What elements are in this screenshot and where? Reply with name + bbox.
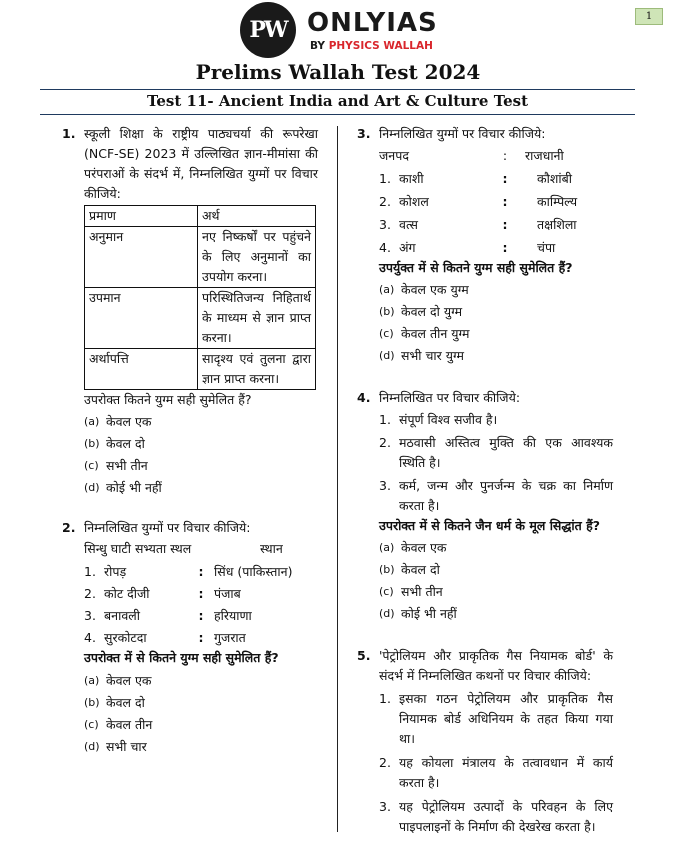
table-cell: परिस्थितिजन्य निहितार्थ के माध्यम से ज्ञान प्राप्त करना। bbox=[198, 288, 316, 349]
statement-text: यह कोयला मंत्रालय के तत्वावधान में कार्य करता है। bbox=[399, 755, 613, 790]
brand-subtitle bbox=[310, 40, 433, 52]
pair-row bbox=[379, 238, 613, 258]
answer-option[interactable] bbox=[379, 324, 613, 344]
table-row bbox=[85, 349, 316, 390]
pair-colon: : bbox=[198, 586, 204, 601]
title-divider bbox=[40, 89, 635, 90]
statement-text: यह पेट्रोलियम उत्पादों के परिवहन के लिए पाइपलाइनों के निर्माण की देखरेख करता है। bbox=[399, 799, 613, 834]
pairs-header-colon: : bbox=[502, 148, 508, 163]
question-prompt: उपरोक्त में से कितने युग्म सही सुमेलित हैं? bbox=[84, 650, 279, 665]
table-cell: अनुमान bbox=[85, 227, 198, 288]
question-number: 4. bbox=[357, 390, 371, 405]
pair-right: तक्षशिला bbox=[537, 217, 577, 232]
statement-number: 2. bbox=[379, 755, 391, 770]
pairs-header-site: सिन्धु घाटी सभ्यता स्थल bbox=[84, 541, 192, 556]
statement-text: कर्म, जन्म और पुनर्जन्म के चक्र का निर्माण करता है। bbox=[399, 478, 613, 513]
question-text: 'पेट्रोलियम और प्राकृतिक गैस नियामक बोर्ड' के संदर्भ में निम्नलिखित कथनों पर विचार कीजिये: bbox=[379, 648, 613, 683]
pair-right: चंपा bbox=[537, 240, 556, 255]
pair-number: 2. bbox=[84, 586, 96, 601]
pair-number: 1. bbox=[84, 564, 96, 579]
pair-number: 3. bbox=[379, 217, 391, 232]
test-title: Prelims Wallah Test 2024 bbox=[195, 60, 481, 84]
option-key: (d) bbox=[84, 740, 100, 753]
answer-option[interactable] bbox=[379, 582, 613, 602]
pair-left: कोट दीजी bbox=[104, 586, 150, 601]
pair-left: वत्स bbox=[399, 217, 418, 232]
option-text: सभी चार युग्म bbox=[401, 348, 464, 363]
pair-colon: : bbox=[502, 194, 508, 209]
subtitle-divider bbox=[40, 114, 635, 115]
pair-left: सुरकोटदा bbox=[104, 630, 147, 645]
table-cell: सादृश्य एवं तुलना द्वारा ज्ञान प्राप्त करना। bbox=[198, 349, 316, 390]
answer-option[interactable] bbox=[84, 478, 318, 498]
option-text: केवल एक bbox=[106, 673, 152, 688]
right-column bbox=[357, 124, 613, 837]
table-cell: नए निष्कर्षों पर पहुंचने के लिए अनुमानों का उपयोग करना। bbox=[198, 227, 316, 288]
pair-row bbox=[84, 562, 318, 582]
statement-number: 3. bbox=[379, 478, 391, 493]
pair-row bbox=[84, 606, 318, 626]
pair-colon: : bbox=[198, 630, 204, 645]
option-key: (b) bbox=[379, 563, 395, 576]
pair-left: बनावली bbox=[104, 608, 140, 623]
statement-row bbox=[379, 476, 613, 516]
pair-left: कोशल bbox=[399, 194, 429, 209]
pair-number: 4. bbox=[379, 240, 391, 255]
answer-option[interactable] bbox=[84, 715, 318, 735]
answer-option[interactable] bbox=[379, 604, 613, 624]
option-text: केवल दो bbox=[106, 436, 145, 451]
option-key: (d) bbox=[379, 349, 395, 362]
answer-option[interactable] bbox=[379, 538, 613, 558]
question-text: स्कूली शिक्षा के राष्ट्रीय पाठ्यचर्या की रूपरेखा (NCF-SE) 2023 में उल्लिखित ज्ञान-मीमांसा की परंपराओं के संदर्भ में, निम्नलिखित युग्मों पर विचार कीजिये: bbox=[84, 126, 318, 201]
answer-option[interactable] bbox=[84, 412, 318, 432]
option-key: (a) bbox=[379, 541, 395, 554]
option-text: केवल दो bbox=[401, 562, 440, 577]
statement-text: इसका गठन पेट्रोलियम और प्राकृतिक गैस नियामक बोर्ड अधिनियम के तहत किया गया था। bbox=[399, 691, 613, 746]
option-text: कोई भी नहीं bbox=[401, 606, 457, 621]
question-prompt: उपर्युक्त में से कितने युग्म सही सुमेलित हैं? bbox=[379, 260, 573, 275]
pair-right: पंजाब bbox=[214, 586, 241, 601]
question-5 bbox=[357, 646, 613, 837]
brand-sub-accent: PHYSICS WALLAH bbox=[328, 40, 433, 52]
statement-row bbox=[379, 433, 613, 473]
option-text: केवल तीन युग्म bbox=[401, 326, 470, 341]
pairs-header bbox=[379, 146, 613, 166]
pair-colon: : bbox=[502, 240, 508, 255]
option-key: (d) bbox=[379, 607, 395, 620]
statement-row bbox=[379, 410, 613, 430]
table-header-row bbox=[85, 206, 316, 227]
option-text: केवल तीन bbox=[106, 717, 153, 732]
pair-row bbox=[379, 192, 613, 212]
pair-left: अंग bbox=[399, 240, 416, 255]
pair-number: 3. bbox=[84, 608, 96, 623]
question-number: 2. bbox=[62, 520, 76, 535]
question-text: निम्नलिखित पर विचार कीजिये: bbox=[379, 390, 521, 405]
option-text: केवल एक bbox=[401, 540, 447, 555]
page-number: 1 bbox=[635, 8, 663, 25]
option-text: केवल दो bbox=[106, 695, 145, 710]
pair-number: 4. bbox=[84, 630, 96, 645]
option-key: (a) bbox=[84, 415, 100, 428]
pairs-header-capital: राजधानी bbox=[525, 148, 564, 163]
option-text: केवल एक युग्म bbox=[401, 282, 469, 297]
left-column bbox=[62, 124, 318, 757]
pair-right: काम्पिल्य bbox=[537, 194, 578, 209]
pair-colon: : bbox=[198, 564, 204, 579]
question-1 bbox=[62, 124, 318, 498]
pair-row bbox=[379, 215, 613, 235]
brand-name: ONLYIAS bbox=[307, 8, 438, 38]
option-text: सभी तीन bbox=[106, 458, 148, 473]
option-key: (a) bbox=[84, 674, 100, 687]
option-key: (c) bbox=[84, 459, 99, 472]
pairs-header-place: स्थान bbox=[260, 541, 283, 556]
statement-row bbox=[379, 689, 613, 749]
question-2 bbox=[62, 518, 318, 757]
column-divider bbox=[337, 126, 338, 832]
pair-right: कौशांबी bbox=[537, 171, 572, 186]
answer-option[interactable] bbox=[379, 280, 613, 300]
option-text: सभी चार bbox=[106, 739, 147, 754]
statement-number: 3. bbox=[379, 799, 391, 814]
statement-number: 2. bbox=[379, 435, 391, 450]
statement-text: संपूर्ण विश्व सजीव है। bbox=[399, 412, 498, 427]
option-key: (c) bbox=[84, 718, 99, 731]
table-cell: अर्थापत्ति bbox=[85, 349, 198, 390]
answer-option[interactable] bbox=[84, 434, 318, 454]
brand-sub-prefix: BY bbox=[310, 40, 326, 52]
pair-row bbox=[84, 584, 318, 604]
option-key: (d) bbox=[84, 481, 100, 494]
option-key: (b) bbox=[84, 696, 100, 709]
pair-left: रोपड़ bbox=[104, 564, 127, 579]
brand-logo bbox=[240, 2, 500, 58]
question-number: 3. bbox=[357, 126, 371, 141]
question-4 bbox=[357, 388, 613, 624]
statement-row bbox=[379, 753, 613, 793]
option-text: कोई भी नहीं bbox=[106, 480, 162, 495]
option-key: (c) bbox=[379, 327, 394, 340]
pair-colon: : bbox=[502, 217, 508, 232]
answer-option[interactable] bbox=[84, 456, 318, 476]
statement-number: 1. bbox=[379, 412, 391, 427]
answer-option[interactable] bbox=[84, 693, 318, 713]
option-text: सभी तीन bbox=[401, 584, 443, 599]
pair-right: गुजरात bbox=[214, 630, 246, 645]
pair-number: 1. bbox=[379, 171, 391, 186]
option-text: केवल दो युग्म bbox=[401, 304, 463, 319]
table-cell: उपमान bbox=[85, 288, 198, 349]
table-row bbox=[85, 227, 316, 288]
option-key: (b) bbox=[84, 437, 100, 450]
table-row bbox=[85, 288, 316, 349]
question-3 bbox=[357, 124, 613, 366]
question-text: निम्नलिखित युग्मों पर विचार कीजिये: bbox=[379, 126, 546, 141]
pair-colon: : bbox=[502, 171, 508, 186]
answer-option[interactable] bbox=[379, 302, 613, 322]
pair-left: काशी bbox=[399, 171, 424, 186]
question-number: 1. bbox=[62, 126, 76, 141]
pair-row bbox=[84, 628, 318, 648]
pairs-table bbox=[84, 205, 316, 390]
pairs-header bbox=[84, 539, 318, 559]
option-key: (b) bbox=[379, 305, 395, 318]
pairs-header-janapada: जनपद bbox=[379, 148, 409, 163]
pair-row bbox=[379, 169, 613, 189]
question-number: 5. bbox=[357, 648, 371, 663]
pair-right: सिंध (पाकिस्तान) bbox=[214, 564, 293, 579]
question-prompt: उपरोक्त कितने युग्म सही सुमेलित हैं? bbox=[84, 392, 252, 407]
statement-text: मठवासी अस्तित्व मुक्ति की एक आवश्यक स्थिति है। bbox=[399, 435, 613, 470]
question-prompt: उपरोक्त में से कितने जैन धर्म के मूल सिद्धांत हैं? bbox=[379, 518, 600, 533]
table-header-cell: अर्थ bbox=[198, 206, 316, 227]
pw-logo-icon: PW bbox=[240, 2, 296, 58]
pair-number: 2. bbox=[379, 194, 391, 209]
answer-option[interactable] bbox=[379, 346, 613, 366]
option-key: (c) bbox=[379, 585, 394, 598]
test-subtitle: Test 11- Ancient India and Art & Culture Test bbox=[146, 92, 529, 110]
answer-option[interactable] bbox=[379, 560, 613, 580]
question-text: निम्नलिखित युग्मों पर विचार कीजिये: bbox=[84, 520, 251, 535]
option-text: केवल एक bbox=[106, 414, 152, 429]
statement-number: 1. bbox=[379, 691, 391, 706]
statement-row bbox=[379, 797, 613, 837]
answer-option[interactable] bbox=[84, 737, 318, 757]
option-key: (a) bbox=[379, 283, 395, 296]
table-header-cell: प्रमाण bbox=[85, 206, 198, 227]
pair-right: हरियाणा bbox=[214, 608, 252, 623]
answer-option[interactable] bbox=[84, 671, 318, 691]
pair-colon: : bbox=[198, 608, 204, 623]
